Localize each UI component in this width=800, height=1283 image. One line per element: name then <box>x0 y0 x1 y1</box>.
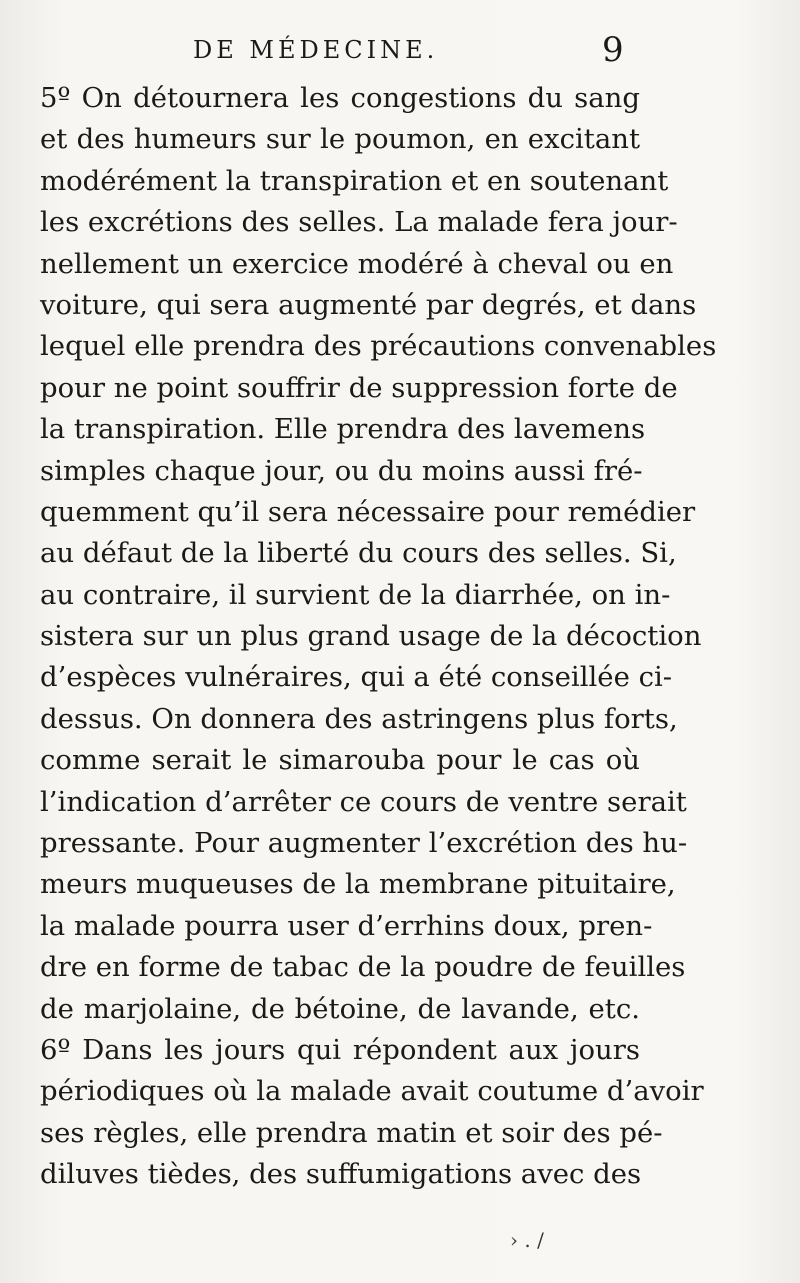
text-line: pressante. Pour augmenter l’excrétion des hu- <box>40 827 688 860</box>
text-line: 6º Dans les jours qui répondent aux jours <box>40 1033 640 1066</box>
text-line: dessus. On donnera des astringens plus forts, <box>40 702 678 735</box>
text-line: voiture, qui sera augmenté par degrés, et dans <box>40 288 697 321</box>
text-line: diluves tièdes, des suffumigations avec des <box>40 1158 642 1191</box>
text-line: sistera sur un plus grand usage de la décoction <box>40 620 702 653</box>
text-line: la malade pourra user d’errhins doux, pren- <box>40 909 653 942</box>
text-line: la transpiration. Elle prendra des lavemens <box>40 413 646 446</box>
text-line: quemment qu’il sera nécessaire pour remédier <box>40 495 696 528</box>
running-head: DE MÉDECINE. <box>193 36 439 64</box>
text-line: lequel elle prendra des précautions convenables <box>40 330 717 363</box>
text-line: les excrétions des selles. La malade fera jour- <box>40 206 678 239</box>
text-line: simples chaque jour, ou du moins aussi fré- <box>40 454 643 487</box>
text-line: dre en forme de tabac de la poudre de feuilles <box>40 951 686 984</box>
body-text <box>40 78 717 1196</box>
page-number: 9 <box>602 30 624 70</box>
text-line: au défaut de la liberté du cours des selles. Si, <box>40 537 677 570</box>
text-line: modérément la transpiration et en soutenant <box>40 164 669 197</box>
page-header <box>0 30 800 70</box>
text-line: d’espèces vulnéraires, qui a été conseillée ci- <box>40 661 673 694</box>
text-line: pour ne point souffrir de suppression forte de <box>40 371 678 404</box>
text-line: de marjolaine, de bétoine, de lavande, etc. <box>40 992 640 1025</box>
text-line: meurs muqueuses de la membrane pituitaire, <box>40 868 676 901</box>
text-line: l’indication d’arrêter ce cours de ventre serait <box>40 785 687 818</box>
text-line: au contraire, il survient de la diarrhée, on in- <box>40 578 671 611</box>
text-line: nellement un exercice modéré à cheval ou en <box>40 247 674 280</box>
text-line: ses règles, elle prendra matin et soir des pé- <box>40 1116 663 1149</box>
text-line: 5º On détournera les congestions du sang <box>40 82 640 114</box>
text-line: et des humeurs sur le poumon, en excitant <box>40 123 640 156</box>
text-line: périodiques où la malade avait coutume d’avoir <box>40 1075 704 1108</box>
text-line: comme serait le simarouba pour le cas où <box>40 744 640 777</box>
footer-marks: › . / <box>510 1228 544 1252</box>
